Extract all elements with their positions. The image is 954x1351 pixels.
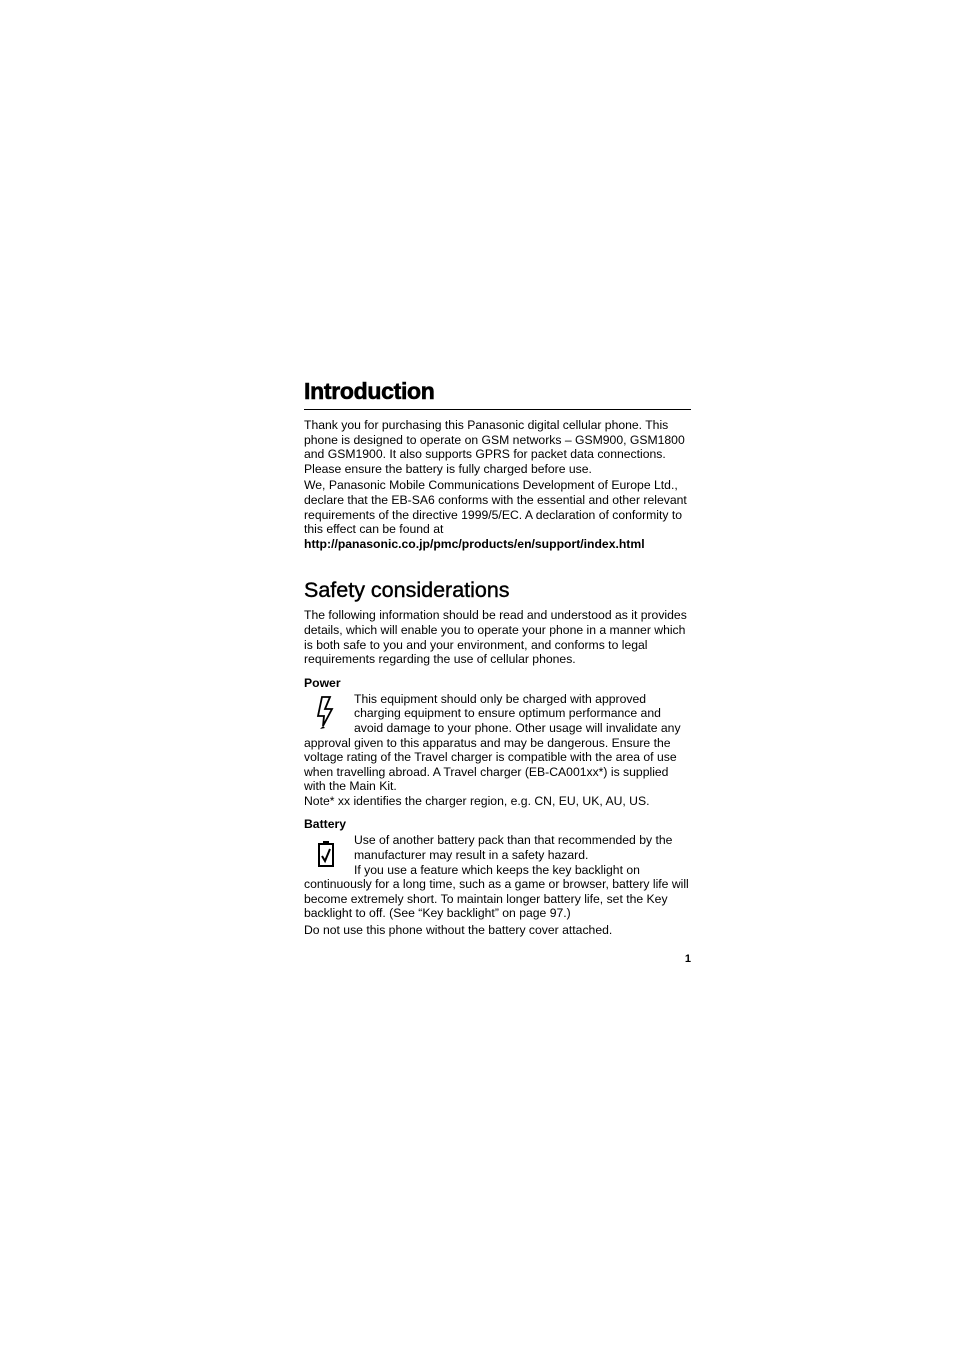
battery-heading: Battery	[304, 817, 346, 832]
battery-check-icon	[304, 833, 348, 875]
power-paragraph	[304, 692, 691, 794]
intro-paragraph-2	[304, 478, 691, 551]
power-text: This equipment should only be charged with approved charging equipment to ensure optimum performance and avoid damage to your phone. Other usage will invalidate any approval given to this apparatus and may be dangerous. Ensure the voltage rating of the Travel charger is compatible with the area of use when travelling abroad. A Travel charger (EB-CA001xx*) is supplied with the Main Kit.	[304, 691, 681, 794]
intro-title: Introduction	[304, 378, 691, 410]
lightning-icon	[304, 692, 348, 734]
power-heading: Power	[304, 675, 341, 690]
support-url: http://panasonic.co.jp/pmc/products/en/support/index.html	[304, 536, 645, 551]
safety-title: Safety considerations	[304, 578, 510, 603]
battery-paragraph	[304, 833, 691, 921]
power-note: Note* xx identifies the charger region, e.g. CN, EU, UK, AU, US.	[304, 793, 650, 808]
battery-text-3: Do not use this phone without the battery cover attached.	[304, 923, 613, 938]
intro-paragraph-2-text: We, Panasonic Mobile Communications Development of Europe Ltd., declare that the EB-SA6 conforms with the essential and other relevant requirements of the directive 1999/5/EC. A declaration of conformity to this effect can be found at	[304, 478, 687, 537]
intro-paragraph-1: Thank you for purchasing this Panasonic digital cellular phone. This phone is designed to operate on GSM networks – GSM900, GSM1800 and GSM1900. It also supports GPRS for packet data connections. Please ensure the battery is fully charged before use.	[304, 418, 685, 476]
battery-text-1: Use of another battery pack than that recommended by the manufacturer may result in a safety hazard.	[354, 833, 673, 863]
safety-paragraph: The following information should be read and understood as it provides details, which will enable you to operate your phone in a manner which is both safe to you and your environment, and conforms to legal requirements regarding the use of cellular phones.	[304, 608, 687, 667]
battery-text-2: If you use a feature which keeps the key backlight on continuously for a long time, such as a game or browser, battery life will become extremely short. To maintain longer battery life, set the Key backlight to off. (See “Key backlight” on page 97.)	[304, 862, 689, 921]
document-page	[304, 378, 691, 938]
page-number: 1	[684, 953, 691, 965]
